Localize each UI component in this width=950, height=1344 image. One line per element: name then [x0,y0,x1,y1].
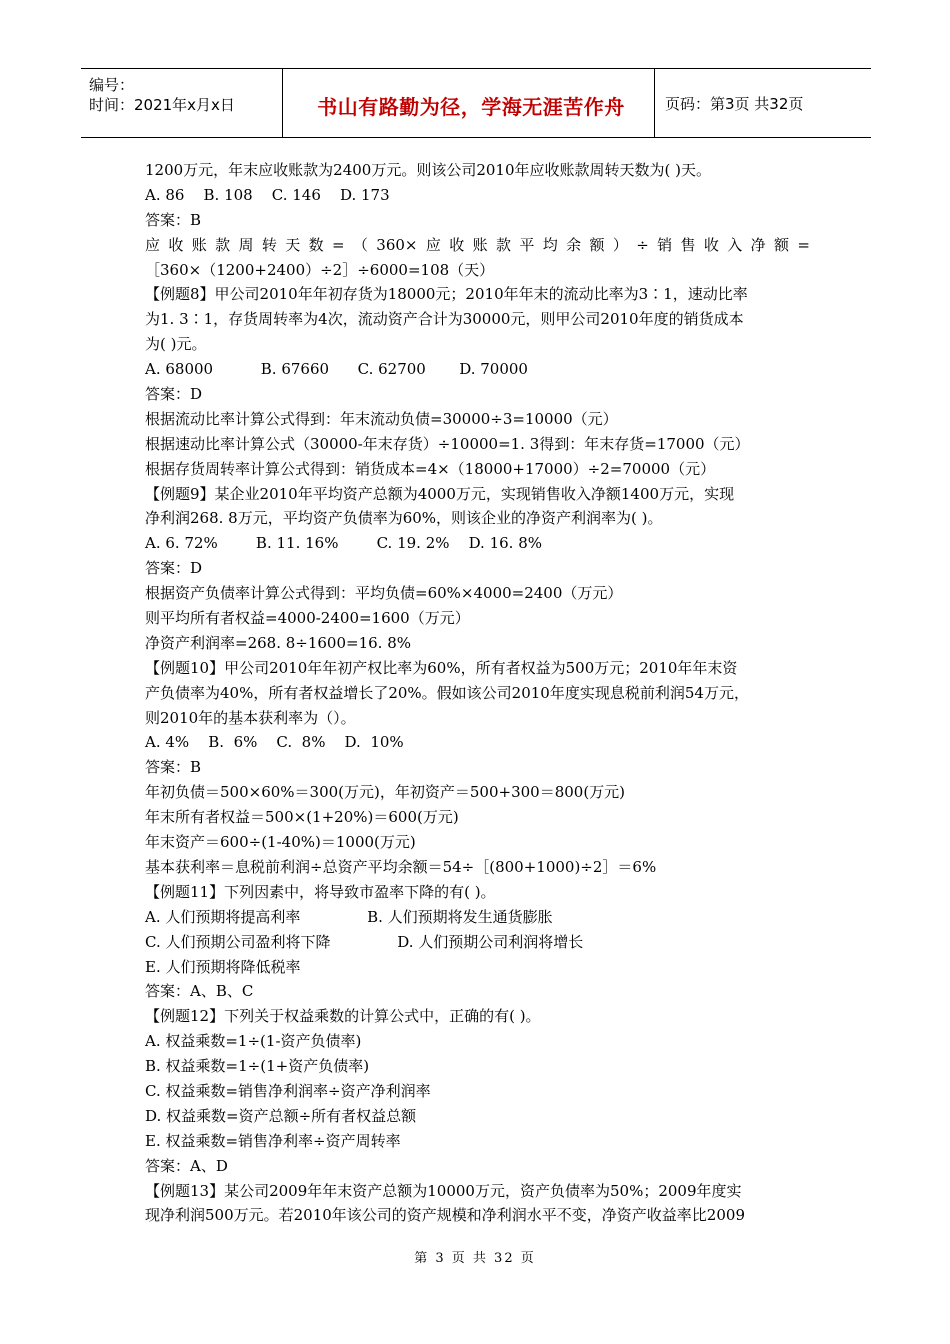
page-footer: 第 3 页 共 32 页 [414,1251,536,1266]
question-title: 【例题8】甲公司2010年年初存货为18000元；2010年年末的流动比率为3∶1，速动比率 [145,285,748,304]
text-line: 根据流动比率计算公式得到：年末流动负债=30000÷3=10000（元） [145,409,618,428]
answer-options: E. 权益乘数=销售净利率÷资产周转率 [145,1131,401,1150]
header-time-label: 时间：2021年x月x日 [89,96,235,114]
answer-options: D. 权益乘数=资产总额÷所有者权益总额 [145,1106,417,1125]
header-number-label: 编号： [89,76,135,94]
text-line: 年初负债＝500×60%＝300(万元)，年初资产＝500+300＝800(万元) [145,783,626,802]
text-line: 现净利润500万元。若2010年该公司的资产规模和净利润水平不变，净资产收益率比2009 [145,1206,745,1225]
answer-options: C. 人们预期公司盈利将下降 D. 人们预期公司利润将增长 [145,932,584,951]
text-line: 根据资产负债率计算公式得到：平均负债=60%×4000=2400（万元） [145,584,623,603]
text-line: 则平均所有者权益=4000-2400=1600（万元） [145,609,470,628]
answer-options: A. 人们预期将提高利率 B. 人们预期将发生通货膨胀 [145,907,553,926]
page-header [81,68,871,138]
answer-line: 答案：D [145,385,203,404]
question-title: 【例题9】某企业2010年平均资产总额为4000万元，实现销售收入净额1400万元，实现 [145,484,735,503]
answer-options: E. 人们预期将降低税率 [145,957,301,976]
question-title: 【例题11】下列因素中，将导致市盈率下降的有( )。 [145,882,496,901]
text-line: 1200万元，年末应收账款为2400万元。则该公司2010年应收账款周转天数为( )天。 [145,161,711,179]
text-line: 产负债率为40%，所有者权益增长了20%。假如该公司2010年度实现息税前利润54万元， [145,683,749,702]
answer-line: 答案：B [145,758,202,777]
answer-options: A. 86 B. 108 C. 146 D. 173 [145,185,390,204]
text-line: 则2010年的基本获利率为（）。 [145,708,356,727]
answer-line: 答案：B [145,210,202,229]
answer-options: A. 4% B. 6% C. 8% D. 10% [145,733,404,752]
text-line: 净资产利润率=268. 8÷1600=16. 8% [145,633,412,652]
answer-line: 答案：A、D [145,1156,228,1175]
question-title: 【例题13】某公司2009年年末资产总额为10000万元，资产负债率为50%；2009年度实 [145,1181,742,1200]
header-page-label: 页码：第3页 共32页 [665,95,804,113]
question-title: 【例题10】甲公司2010年年初产权比率为60%，所有者权益为500万元；2010年年末资 [145,658,738,677]
text-line: 根据存货周转率计算公式得到：销货成本=4×（18000+17000）÷2=70000（元） [145,459,716,478]
text-line: 应收账款周转天数=（360×应收账款平均余额）÷销售收入净额= [145,235,810,254]
answer-line: 答案：A、B、C [145,982,254,1001]
answer-options: A. 68000 B. 67660 C. 62700 D. 70000 [145,360,528,379]
answer-line: 答案：D [145,559,203,578]
text-line: 根据速动比率计算公式（30000-年末存货）÷10000=1. 3得到：年末存货=17000（元） [145,434,750,453]
text-line: 为1. 3∶1，存货周转率为4次，流动资产合计为30000元，则甲公司2010年度的销货成本 [145,310,744,329]
document-body [145,158,810,1228]
answer-options: C. 权益乘数=销售净利润率÷资产净利润率 [145,1081,431,1100]
answer-options: A. 6. 72% B. 11. 16% C. 19. 2% D. 16. 8% [145,534,543,553]
text-line: 净利润268. 8万元，平均资产负债率为60%，则该企业的净资产利润率为( )。 [145,509,663,528]
answer-options: B. 权益乘数=1÷(1+资产负债率) [145,1057,370,1076]
header-info [89,75,235,115]
text-line: 为( )元。 [145,335,207,354]
text-line: 年末所有者权益＝500×(1+20%)＝600(万元) [145,808,459,827]
answer-options: A. 权益乘数=1÷(1-资产负债率) [145,1032,362,1051]
question-title: 【例题12】下列关于权益乘数的计算公式中，正确的有( )。 [145,1007,541,1026]
text-line: 年末资产＝600÷(1-40%)＝1000(万元) [145,833,416,852]
text-line: 基本获利率＝息税前利润÷总资产平均余额＝54÷［(800+1000)÷2］＝6% [145,857,657,876]
header-motto: 书山有路勤为径，学海无涯苦作舟 [317,95,625,119]
text-line: ［360×（1200+2400）÷2］÷6000=108（天） [145,260,495,279]
